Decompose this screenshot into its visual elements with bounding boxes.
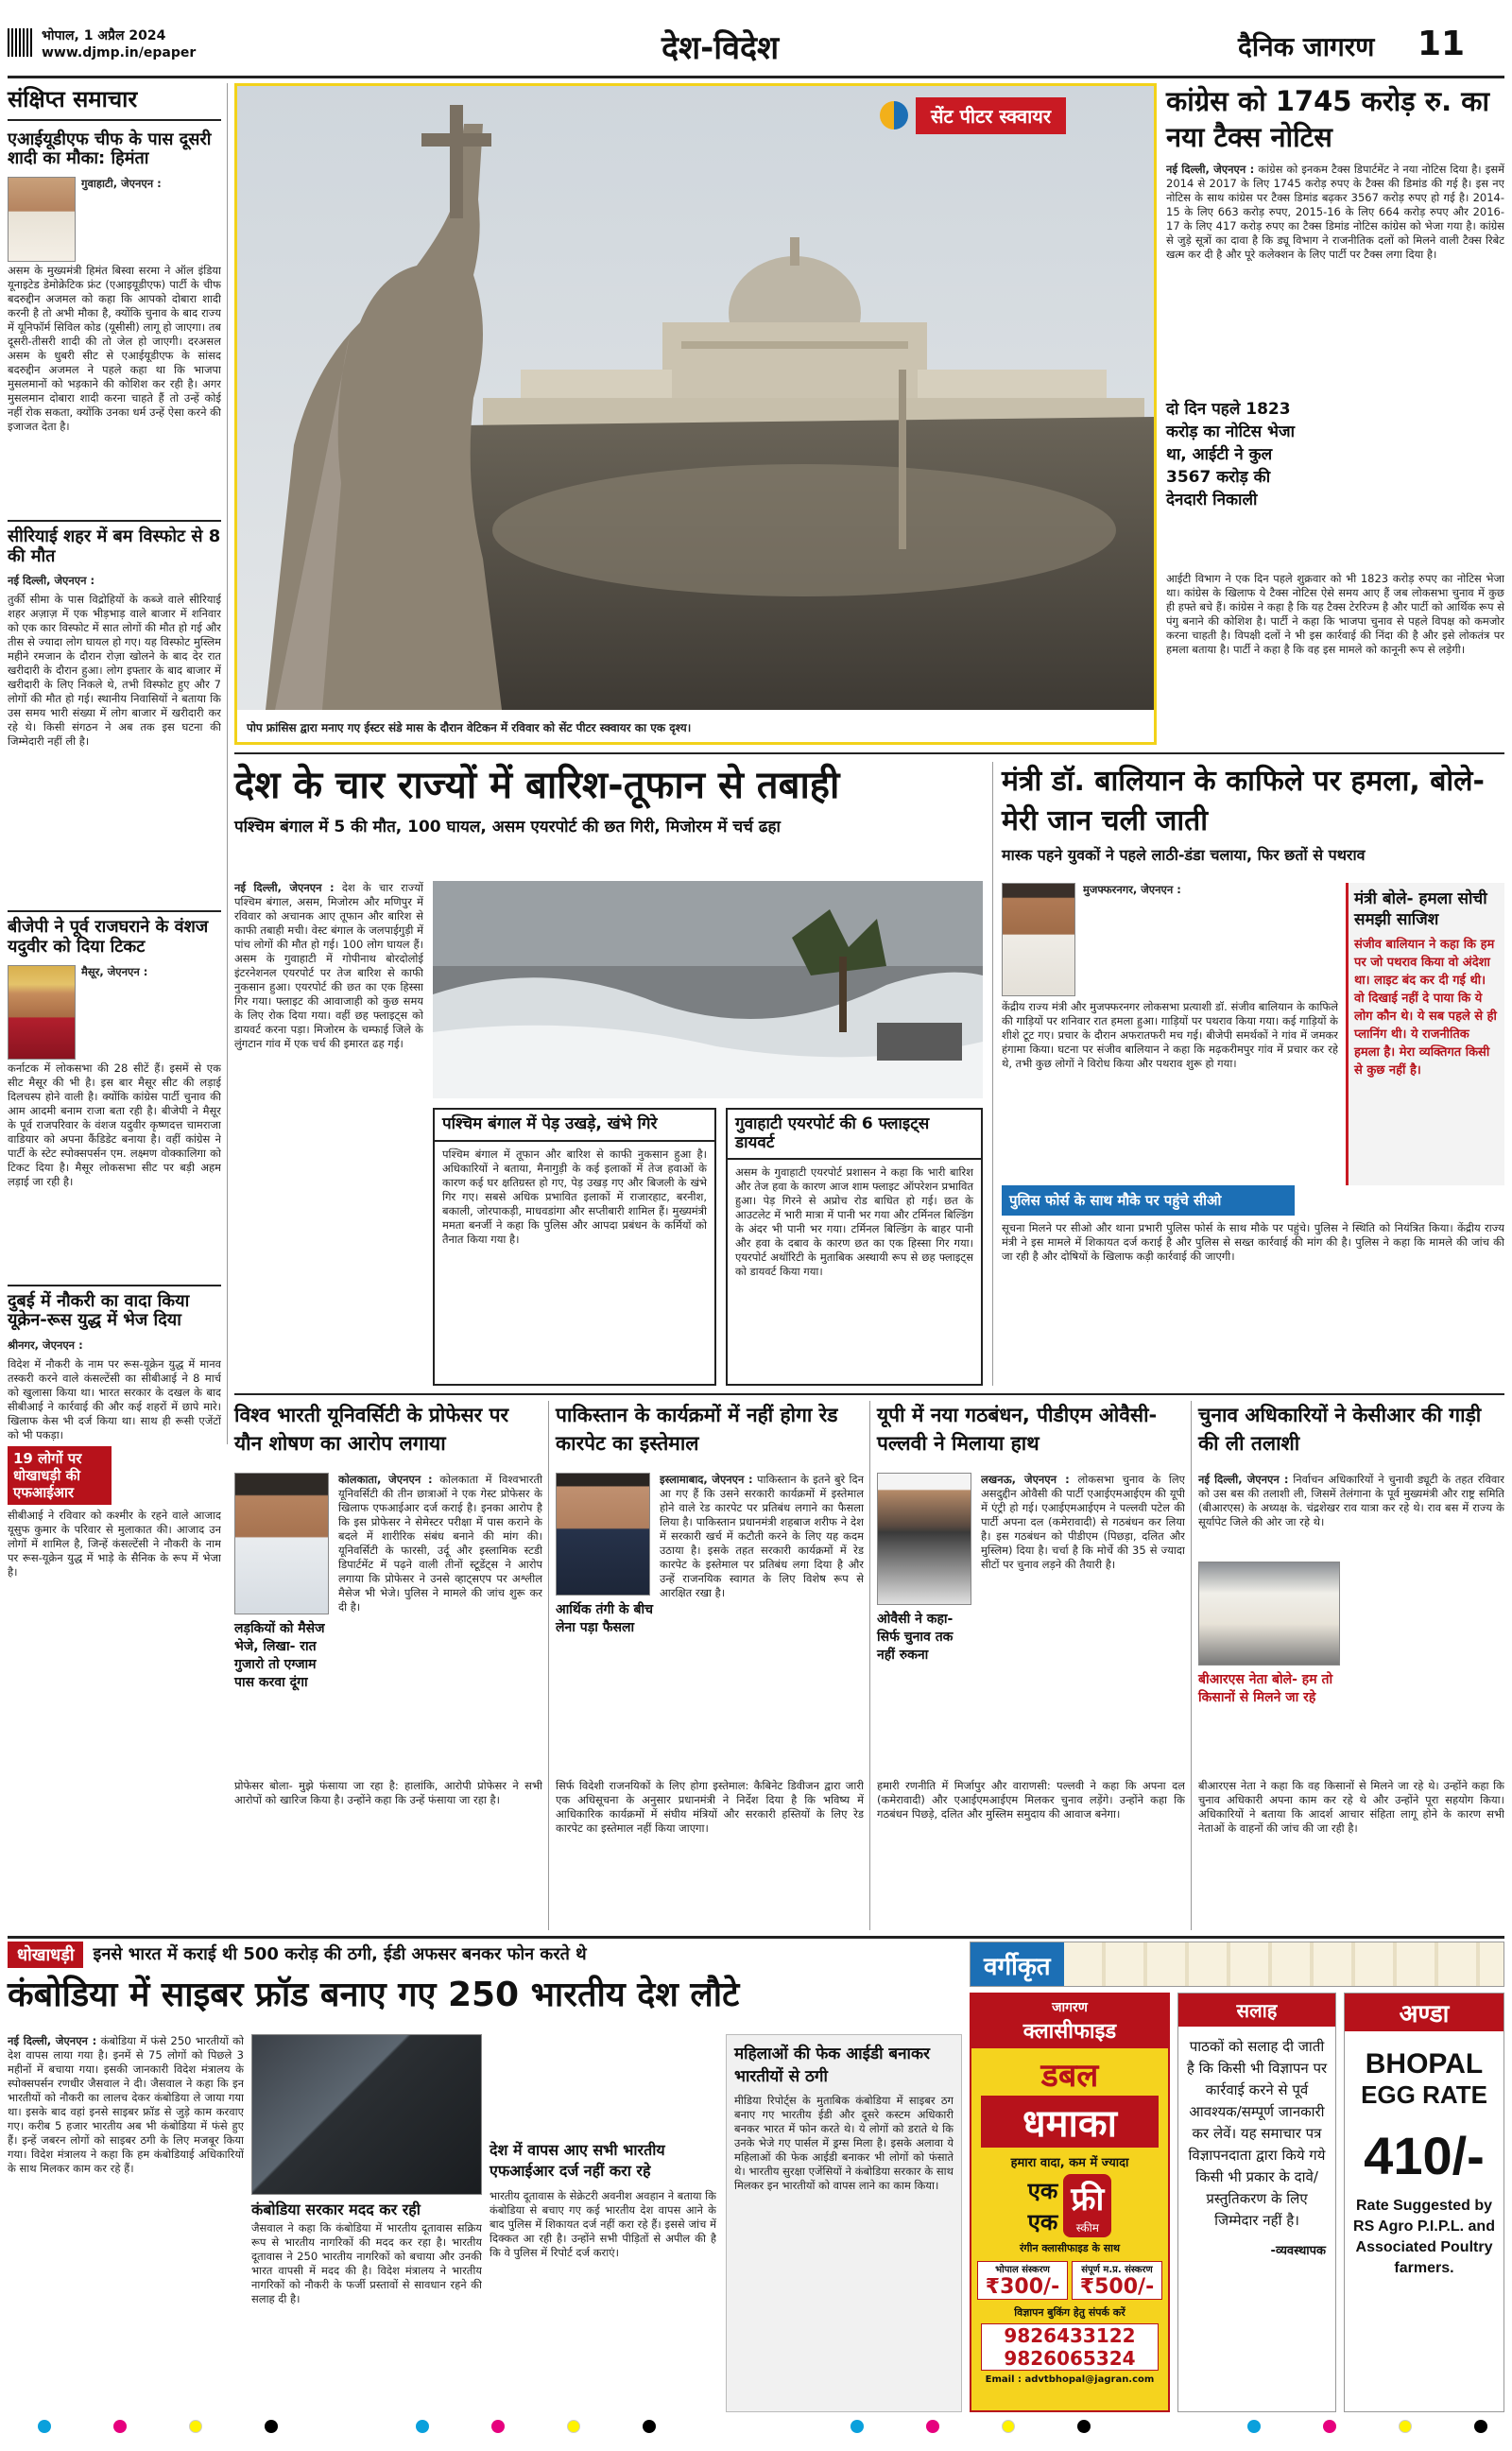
egg-city: BHOPAL: [1365, 2048, 1484, 2080]
row2-story-2: [556, 1401, 864, 1930]
cambodia-box-title: महिलाओं की फेक आईडी बनाकर भारतीयों से ठगी: [734, 2045, 930, 2086]
section-title: देश-विदेश: [662, 29, 780, 67]
st-peters-photo: [237, 86, 1154, 710]
ad-offer-2: धमाका: [981, 2096, 1159, 2148]
kcr-photo-caption: बीआरएस नेता बोले- हम तो किसानों से मिलने जा रहे: [1198, 1672, 1333, 1705]
row2-dateline: इस्लामाबाद, जेएनएन :: [660, 1473, 753, 1486]
ad-price-2: ₹500/-: [1079, 2275, 1155, 2299]
professor-photo-caption: लड़कियों को मैसेज भेजे, लिखा- रात गुजारो तो एग्जाम पास करवा दूंगा: [234, 1621, 325, 1690]
cambodia-subheadline: देश में वापस आए सभी भारतीय एफआईआर दर्ज नहीं करा रहे: [490, 2141, 665, 2180]
storm-dateline: नई दिल्ली, जेएनएन :: [234, 881, 335, 894]
ad-price-label-2: संपूर्ण म.प्र. संस्करण: [1081, 2265, 1153, 2275]
brief-dateline: श्रीनगर, जेएनएन :: [8, 1338, 83, 1353]
section-rule: [234, 1393, 1504, 1395]
advice-body: पाठकों को सलाह दी जाती है कि किसी भी विज्ञापन पर कार्रवाई करने से पूर्व आवश्यक/सम्पूर्ण जानकारी कर लेवें। यह समाचार पत्र विज्ञापनदाता द्वारा किये गये किसी भी प्रकार के दावे/प्रस्तुतिकरण के लिए जिम्मेदार नहीं है।: [1186, 2038, 1328, 2229]
photo-caption: पोप फ्रांसिस द्वारा मनाए गए ईस्टर संडे मास के दौरान वेटिकन में रविवार को सेंट पीटर स्क्वायर का एक दृश्य।: [247, 721, 692, 734]
congress-body: कांग्रेस को इनकम टैक्स डिपार्टमेंट ने नया नोटिस दिया है। इसमें 2014 से 2017 के लिए 1745 करोड़ रुपए के टैक्स की डिमांड की गई है। इस नए नोटिस के साथ कांग्रेस पर टैक्स डिमांड बढ़कर 3567 करोड़ रुपए हो गई है। 2014-15 के लिए 663 करोड़ रुपए, 2015-16 के लिए 664 करोड़ रुपए और 2016-17 के लिए 417 करोड़ रुपए का टैक्स डिमांड नोटिस कांग्रेस को भेजा गया है। कांग्रेस से जुड़े सूत्रों का दावा है कि ड्यू विभाग ने राजनीतिक दलों को मिलने वाली टैक्स रिबेट खत्म कर दी है और पूरे कलेक्शन के लिए पार्टी पर टैक्स लगा दिया है।: [1166, 163, 1504, 261]
row2-body: निर्वाचन अधिकारियों ने चुनावी ड्यूटी के तहत रविवार को उस बस की तलाशी ली, जिसमें तेलंगाना के पूर्व मुख्यमंत्री और राष्ट्र समिति (बीआरएस) के अध्यक्ष के. चंद्रशेखर राव यात्रा कर रहे थे। राव बस में राज्य के सूर्यापेट जिले की ओर जा रहे थे।: [1198, 1473, 1504, 1528]
row2-headline: विश्व भारती यूनिवर्सिटी के प्रोफेसर पर यौन शोषण का आरोप लगाया: [234, 1404, 509, 1455]
cambodia-photo-caption: कंबोडिया सरकार मदद कर रही: [251, 2201, 421, 2218]
owaisi-photo: [877, 1473, 971, 1605]
masthead: [0, 0, 1512, 76]
ad-title: क्लासीफाइड: [1022, 2020, 1117, 2044]
storm-story: [234, 762, 983, 1386]
balyan-box: [1346, 883, 1504, 1185]
barcode-mark: [8, 28, 34, 57]
ad-note: रंगीन क्लासीफाइड के साथ: [1019, 2242, 1121, 2254]
balyan-photo: [1002, 883, 1075, 996]
egg-rate-label: EGG RATE: [1361, 2080, 1487, 2109]
ad-email[interactable]: Email : advtbhopal@jagran.com: [985, 2374, 1155, 2385]
cambodia-body: कंबोडिया में फंसे 250 भारतीयों को देश वापस लाया गया है। इनमें से 75 लोगों को पिछले 3 महीनों में बचाया गया। इसकी जानकारी विदेश मंत्रालय के स्पोक्सपर्सन रणधीर जैसवाल ने दी। जैसवाल ने कहा कि इन भारतीयों को नौकरी का लालच देकर कंबोडिया ले जाया गया था। इसके बाद वहां इनसे साइबर फ्रॉड से जुड़े काम करवाए गए। करीब 5 हजार भारतीय अब भी कंबोडिया में फंसे हुए हैं। इन्हें जबरन लोगों को साइबर ठगी के लिए मजबूर किया गया। विदेश मंत्रालय ने कहा कि हम कंबोडियाई अधिकारियों के साथ मिलकर काम कर रहे हैं।: [8, 2034, 244, 2175]
ad-tagline: हमारा वादा, कम में ज्यादा: [1010, 2156, 1129, 2170]
kcr-photo: [1198, 1562, 1340, 1666]
storm-headline: देश के चार राज्यों में बारिश-तूफान से तबाही: [234, 764, 840, 807]
professor-photo: [234, 1473, 329, 1614]
brief-news-title: संक्षिप्त समाचार: [8, 83, 221, 121]
column-divider: [548, 1401, 549, 1930]
balyan-headline: मंत्री डॉ. बालियान के काफिले पर हमला, बोले- मेरी जान चली जाती: [1002, 765, 1485, 837]
sharif-photo-caption: आर्थिक तंगी के बीच लेना पड़ा फैसला: [556, 1602, 654, 1635]
ad-phone-1[interactable]: 9826433122: [1004, 2324, 1136, 2347]
guwahati-box-title: गुवाहाटी एयरपोर्ट की 6 फ्लाइट्स डायवर्ट: [728, 1110, 981, 1160]
cambodia-box-body: मीडिया रिपोर्ट्स के मुताबिक कंबोडिया में साइबर ठग बनाए गए भारतीय ईडी और दूसरे कस्टम अधिकारी बनकर भारत में फोन करते थे। ये लोगों को डराते थे कि उनके भेजे गए पार्सल में ड्रग्स मिला है। इसके अलावा ये महिलाओं की फेक आईडी बनाकर भी लोगों को फंसाते थे। भारतीय सुरक्षा एजेंसियों ने कंबोडिया सरकार के साथ मिलकर इन भारतीयों को वापस लाने का काम किया।: [734, 2094, 954, 2192]
classifieds-header: [970, 1942, 1504, 1987]
section-rule: [8, 1936, 1504, 1939]
row2-dateline: नई दिल्ली, जेएनएन :: [1198, 1473, 1289, 1486]
label-dot-icon: [880, 101, 908, 129]
ad-offer-1: डबल: [1040, 2057, 1099, 2095]
congress-body-continued: आईटी विभाग ने एक दिन पहले शुक्रवार को भी 1823 करोड़ रुपए का नोटिस भेजा था। कांग्रेस के खिलाफ ये टैक्स नोटिस ऐसे समय आए हैं जब लोकसभा चुनाव में कुछ ही हफ्ते बचे हैं। कांग्रेस ने कहा है कि यह टैक्स टेररिज्म है और पार्टी को आर्थिक रूप से पंगु बनाने की कोशिश है। पार्टी ने कहा कि भाजपा चुनाव से पहले विपक्ष को कमजोर करना चाहती है। विपक्षी दलों ने भी इस कार्रवाई की निंदा की है और इसे लोकतंत्र पर हमला बताया है। पार्टी ने कहा है कि वह इस मामले को कानूनी रूप से लड़ेगी।: [1166, 572, 1504, 656]
row2-body: कोलकाता में विश्वभारती यूनिवर्सिटी की तीन छात्राओं ने एक गेस्ट प्रोफेसर के खिलाफ एफआईआर दर्ज कराई है। इनका आरोप है कि इस प्रोफेसर ने सेमेस्टर परीक्षा में पास कराने के बदले में शारीरिक संबंध बनाने की मांग की। यूनिवर्सिटी के फारसी, उर्दू और इस्लामिक स्टडी डिपार्टमेंट में पढ़ने वाली तीनों स्टूडेंट्स ने आरोप लगाया कि प्रोफेसर ने उनसे व्हाट्सएप पर अश्लील मैसेज भी भेजे। पुलिस ने मामले की जांच शुरू कर दी है।: [338, 1473, 542, 1614]
row2-headline: पाकिस्तान के कार्यक्रमों में नहीं होगा रेड कारपेट का इस्तेमाल: [556, 1404, 838, 1455]
himanta-photo: [8, 177, 76, 262]
photo-label-badge: [880, 97, 1066, 133]
congress-story: [1166, 83, 1504, 745]
kicker-line: इनसे भारत में कराई थी 500 करोड़ की ठगी, ईडी अफसर बनकर फोन करते थे: [93, 1943, 587, 1964]
row2-body-continued: प्रोफेसर बोला- मुझे फंसाया जा रहा है: हालांकि, आरोपी प्रोफेसर ने सभी आरोपों को खारिज किया है। उन्होंने कहा कि उन्हें फंसाया जा रहा है।: [234, 1779, 542, 1806]
brief-item-body: कर्नाटक में लोकसभा की 28 सीटें हैं। इसमें से एक सीट मैसूर की भी है। इस बार मैसूर सीट की लड़ाई दिलचस्प होने वाली है। क्योंकि कांग्रेस पार्टी चुनाव की आम आदमी बनाम राजा बता रही है। बीजेपी ने मैसूर के पूर्व राजपरिवार के वंशज यदुवीर कृष्णदत्त चामराजा वाडियार को अपना कैंडिडेट बनाया है। वहीं कांग्रेस ने पार्टी के स्टेट स्पोक्सपर्सन एम. लक्ष्मण वोक्कालिगा को टिकट दिया है। मैसूर लोकसभा सीट पर बड़ी अहम लड़ाई जा रही है।: [8, 1061, 221, 1188]
brief-item-body: सीबीआई ने रविवार को कश्मीर के रहने वाले आजाद यूसुफ कुमार के परिवार से मुलाकात की। आजाद उन लोगों में शामिल है, जिन्हें कंसल्टेंसी ने नौकरी के नाम पर रूस-यूक्रेन युद्ध में भाड़े के सैनिक के रूप में भेजा है।: [8, 1509, 221, 1579]
storm-subheadline: पश्चिम बंगाल में 5 की मौत, 100 घायल, असम एयरपोर्ट की छत गिरी, मिजोरम में चर्च ढहा: [234, 818, 781, 837]
cambodia-body-continued: जैसवाल ने कहा कि कंबोडिया में भारतीय दूतावास सक्रिय रूप से भारतीय नागरिकों की मदद कर रहा है। भारतीय दूतावास ने 250 भारतीय नागरिकों को बचाया और उनकी भारत वापसी में मदद की है। विदेश मंत्रालय ने भारतीय नागरिकों को नौकरी के फर्जी प्रस्तावों से सावधान रहने की सलाह दी है।: [251, 2221, 482, 2305]
balyan-box-title: मंत्री बोले- हमला सोची समझी साजिश: [1354, 889, 1487, 929]
storm-photo: [433, 881, 983, 1098]
police-body: सूचना मिलने पर सीओ और थाना प्रभारी पुलिस फोर्स के साथ मौके पर पहुंचे। पुलिस ने स्थिति को नियंत्रित किया। केंद्रीय राज्य मंत्री ने इस मामले में शिकायत दर्ज कराई है और पुलिस से सख्त कार्रवाई की मांग की है। पुलिस ने कहा कि मामले की जांच की जा रही है और दोषियों के खिलाफ कड़ी कार्रवाई की जाएगी।: [1002, 1221, 1504, 1263]
row2-headline: चुनाव अधिकारियों ने केसीआर की गाड़ी की ली तलाशी: [1198, 1404, 1482, 1455]
egg-rate-value: 410/-: [1364, 2126, 1485, 2185]
ad-contact: विज्ञापन बुकिंग हेतु संपर्क करें: [1014, 2306, 1125, 2319]
ad-price-label-1: भोपाल संस्करण: [995, 2265, 1050, 2275]
brief-news-column: [8, 83, 221, 1579]
balyan-box-body: संजीव बालियान ने कहा कि हम पर जो पथराव किया वो अंदेशा था। लाइट बंद कर दी गई थी। वो दिखाई नहीं दे पाया कि ये लोग कौन थे। ये सब पहले से ही प्लानिंग थी। ये राजनीतिक हमला है। मेरा व्यक्तिगत किसी से कुछ नहीं है।: [1354, 938, 1497, 1078]
congress-pullquote: दो दिन पहले 1823 करोड़ का नोटिस भेजा था, आईटी ने कुल 3567 करोड़ की देनदारी निकाली: [1166, 400, 1295, 509]
balyan-dateline: मुजफ्फरनगर, जेएनएन :: [1083, 883, 1181, 896]
brief-item-body: असम के मुख्यमंत्री हिमंत बिस्वा सरमा ने ऑल इंडिया यूनाइटेड डेमोक्रेटिक फ्रंट (एआइयूडीएफ) पार्टी के चीफ बदरुद्दीन अजमल को कहा कि आपको दोबारा शादी करनी है तो अभी मौका है, क्योंकि चुनाव के बाद राज्य में यूनिफॉर्म सिविल कोड (यूसीसी) लागू हो जाएगा। तब दूसरी-तीसरी शादी की तो जेल हो जाएगी। दरअसल असम के धुबरी सीट से एआईयूडीएफ के सांसद बदरुद्दीन अजमल ने पहले कहा था कि भाजपा मुसलमानों को भड़काने की कोशिश कर रही है। अगर मुसलमान दोबारा शादी करना चाहते हैं तो उन्हें कोई नहीं रोक सकता, क्योंकि उनका धर्म उन्हें ऐसा करने की इजाजत देता है।: [8, 263, 221, 433]
ad-brand: जागरण: [1052, 2000, 1088, 2015]
column-divider: [992, 762, 993, 1386]
ad-phone-2[interactable]: 9826065324: [1004, 2347, 1136, 2370]
kicker-tag: धोखाधड़ी: [8, 1942, 83, 1968]
brief-dateline: नई दिल्ली, जेएनएन :: [8, 574, 95, 588]
brief-item-body: तुर्की सीमा के पास विद्रोहियों के कब्जे वाले सीरियाई शहर अज़ाज़ में एक भीड़भाड़ वाले बाजार में शनिवार को एक कार विस्फोट में सात लोगों की मौत हो गई और तीस से ज्यादा लोग घायल हो गए। यह विस्फोट मुस्लिम महीने रमजान के दौरान रोज़ा खोलने के बाद देर रात खरीदारी के दौरान हुआ। लोग इफ्तार के बाद बाजार में खरीदारी के लिए निकले थे, तभी विस्फोट हुए और 7 लोगों की मौत हो गई। स्थानीय निवासियों ने बताया कि उस समय भारी संख्या में लोग बाजार में खरीदारी कर रहे थे। किसी संगठन ने अब तक इस घटना की जिम्मेदारी नहीं ली है।: [8, 593, 221, 749]
ad-ek-2: एक: [1027, 2208, 1058, 2235]
ad-price-1: ₹300/-: [985, 2275, 1060, 2299]
classifieds-title: वर्गीकृत: [971, 1942, 1064, 1986]
cambodia-box: [726, 2034, 962, 2412]
masthead-date: भोपाल, 1 अप्रैल 2024: [42, 28, 166, 43]
classifieds-icon-strip: [1064, 1942, 1503, 1986]
paper-name: दैनिक जागरण: [1238, 31, 1375, 62]
cambodia-headline: कंबोडिया में साइबर फ्रॉड बनाए गए 250 भारतीय देश लौटे: [8, 1976, 740, 2014]
row2-story-4: [1198, 1401, 1504, 1930]
row2-body-continued: हमारी रणनीति में मिर्जापुर और वाराणसी: पल्लवी ने कहा कि अपना दल (कमेरावादी) और एआईएमआईएम मिलकर चुनाव लड़ेंगे। उन्होंने कहा कि गठबंधन पिछड़े, दलित और मुस्लिम समुदाय की आवाज बनेगा।: [877, 1779, 1185, 1821]
congress-dateline: नई दिल्ली, जेएनएन :: [1166, 163, 1255, 176]
ad-ek-1: एक: [1027, 2177, 1058, 2204]
section-rule: [234, 752, 1504, 754]
bengal-box-body: पश्चिम बंगाल में तूफान और बारिश से काफी नुकसान हुआ है। अधिकारियों ने बताया, मैनागुड़ी के कई इलाकों में तेज हवाओं के कारण कई घर क्षतिग्रस्त हो गए, पेड़ उखड़ गए और बिजली के खंभे गिर गए। सबसे अधिक प्रभावित इलाकों में राजारहाट, बरनीश, बकाली, जोरपाकड़ी, माधवडांगा और सप्तीबारी शामिल हैं। मुख्यमंत्री ममता बनर्जी ने कहा कि पुलिस और आपदा प्रबंधन के कर्मियों को तैनात किया गया है।: [442, 1147, 707, 1246]
row2-body: पाकिस्तान के इतने बुरे दिन आ गए हैं कि उसने सरकारी कार्यक्रमों में इस्तेमाल होने वाले रेड कारपेट पर प्रतिबंध लगाने का फैसला लिया है। पाकिस्तान प्रधानमंत्री शहबाज शरीफ ने देश में सरकारी खर्च में कटौती करने के लिए यह कदम उठाया है। इसके तहत सरकारी कार्यक्रमों में रेड कारपेट के इस्तेमाल पर प्रतिबंध लगा दिया है और उन्हें राजनयिक स्वागत के लिए विशेष रूप से आरक्षित रखा है।: [660, 1473, 864, 1599]
balyan-story: [1002, 762, 1504, 1386]
bengal-box: [433, 1108, 716, 1386]
egg-rate-box: [1344, 1993, 1504, 2412]
brief-item-headline: दुबई में नौकरी का वादा किया यूक्रेन-रूस युद्ध में भेज दिया: [8, 1290, 190, 1331]
congress-headline: कांग्रेस को 1745 करोड़ रु. का नया टैक्स नोटिस: [1166, 85, 1490, 153]
advice-box: [1177, 1993, 1336, 2412]
cambodia-story: [8, 1942, 962, 2414]
column-divider: [1191, 1401, 1192, 1930]
brief-item-body: विदेश में नौकरी के नाम पर रूस-यूक्रेन युद्ध में मानव तस्करी करने वाले कंसल्टेंसी का सीबीआई ने 8 मार्च को खुलासा किया था। भारत सरकार के दखल के बाद सीबीआई ने कार्रवाई की और कई शहरों में छापे मारे। खिलाफ केस भी दर्ज किया था। साथ ही रूसी एजेंटों को भी पकड़ा।: [8, 1357, 221, 1442]
guwahati-box-body: असम के गुवाहाटी एयरपोर्ट प्रशासन ने कहा कि भारी बारिश और तेज हवा के कारण आज शाम फ्लाइट ऑपरेशन प्रभावित हुआ। पेड़ गिरने से अप्रोच रोड बाधित हो गई। छत के आउटलेट में भारी मात्रा में पानी भर गया और टर्मिनल बिल्डिंग के अंदर भी पानी भर गया। टर्मिनल बिल्डिंग के बाहर पानी और हवा के दबाव के कारण छत का एक हिस्सा गिर गया। एयरपोर्ट अथॉरिटी के मुताबिक अस्थायी रूप से छह फ्लाइट्स को डायवर्ट किया गया।: [735, 1165, 973, 1279]
row2-body-continued: सिर्फ विदेशी राजनयिकों के लिए होगा इस्तेमाल: कैबिनेट डिवीजन द्वारा जारी एक अधिसूचना के अनुसार प्रधानमंत्री ने निर्देश दिया है कि भविष्य में आधिकारिक कार्यक्रमों में संघीय मंत्रियों और सरकारी हस्तियों के लिए रेड कारपेट का इस्तेमाल नहीं किया जाएगा।: [556, 1779, 864, 1835]
balyan-subheadline: मास्क पहने युवकों ने पहले लाठी-डंडा चलाया, फिर छतों से पथराव: [1002, 846, 1366, 864]
ad-scheme: स्कीम: [1075, 2221, 1099, 2235]
ad-free: फ्री: [1071, 2181, 1105, 2218]
cambodia-photo: [251, 2034, 482, 2195]
masthead-website[interactable]: www.djmp.in/epaper: [42, 45, 197, 60]
brief-item-headline: बीजेपी ने पूर्व राजघराने के वंशज यदुवीर को दिया टिकट: [8, 917, 209, 958]
st-peters-photo-frame: [234, 83, 1157, 745]
brief-item-headline: एआईयूडीएफ चीफ के पास दूसरी शादी का मौका: हिमंता: [8, 129, 212, 169]
advice-title: सलाह: [1178, 1994, 1335, 2027]
photo-label: सेंट पीटर स्क्वायर: [916, 97, 1066, 134]
column-divider: [869, 1401, 870, 1930]
police-banner: पुलिस फोर्स के साथ मौके पर पहुंचे सीओ: [1002, 1185, 1295, 1216]
cambodia-dateline: नई दिल्ली, जेएनएन :: [8, 2034, 97, 2047]
row2-body-continued: बीआरएस नेता ने कहा कि वह किसानों से मिलने जा रहे थे। उन्होंने कहा कि चुनाव अधिकारी अपना काम कर रहे थे और उन्होंने पूरा सहयोग किया। अधिकारियों ने बताया कि आदर्श आचार संहिता लागू होने के कारण सभी नेताओं के वाहनों की जांच की जा रही है।: [1198, 1779, 1504, 1835]
cambodia-body-3: भारतीय दूतावास के सेक्रेटरी अवनीश अवहान ने बताया कि कंबोडिया से बचाए गए कई भारतीय देश वापस आने के बाद पुलिस में शिकायत दर्ज नहीं करा रहे हैं। इससे जांच में दिक्कत आ रही है। उन्होंने सभी पीड़ितों से अपील की है कि वे पुलिस में रिपोर्ट दर्ज कराएं।: [490, 2189, 716, 2259]
brief-item-headline: सीरियाई शहर में बम विस्फोट से 8 की मौत: [8, 526, 221, 566]
classified-ad: [970, 1993, 1170, 2412]
row2-story-3: [877, 1401, 1185, 1930]
masthead-rule: [8, 76, 1504, 78]
brief-dateline: गुवाहाटी, जेएनएन :: [81, 176, 162, 190]
egg-title: अण्डा: [1345, 1994, 1503, 2031]
row2-dateline: लखनऊ, जेएनएन :: [981, 1473, 1070, 1486]
page-number: 11: [1418, 25, 1466, 63]
row2-story-1: [234, 1401, 542, 1930]
yaduveer-photo: [8, 965, 76, 1060]
row2-headline: यूपी में नया गठबंधन, पीडीएम ओवैसी-पल्लवी ने मिलाया हाथ: [877, 1404, 1158, 1455]
st-peters-illustration: [237, 86, 1154, 710]
brief-dateline: मैसूर, जेएनएन :: [81, 964, 148, 978]
fir-callout: 19 लोगों पर धोखाधड़ी की एफआईआर: [8, 1446, 112, 1505]
balyan-body: केंद्रीय राज्य मंत्री और मुजफ्फरनगर लोकसभा प्रत्याशी डॉ. संजीव बालियान के काफिले की गाड़ियों पर शनिवार रात हमला हुआ। गाड़ियों पर पथराव किया गया। कई गाड़ियों के शीशे टूट गए। प्रचार के दौरान अफरातफरी मच गई। बीजेपी समर्थकों ने गांव में जमकर हंगामा किया। घटना पर संजीव बालियान ने कहा कि मढ़करीमपुर गांव में प्रचार कर रहे थे, तभी कुछ लोगों ने विरोध किया और पथराव शुरू हो गया।: [1002, 1000, 1338, 1070]
egg-note: Rate Suggested by RS Agro P.I.P.L. and Associated Poultry farmers.: [1353, 2198, 1495, 2276]
storm-body: देश के चार राज्यों पश्चिम बंगाल, असम, मिजोरम और मणिपुर में रविवार को अचानक आए तूफान और बारिश से काफी तबाही मची। वेस्ट बंगाल के जलपाईगुड़ी में पांच लोगों की मौत हो गई। 100 लोग घायल हैं। असम के गुवाहाटी में गोपीनाथ बोरदोलोई इंटरनेशनल एयरपोर्ट पर तेज बारिश से काफी नुकसान हुआ। एयरपोर्ट की छत का एक हिस्सा गिर गया। फ्लाइट की आवाजाही को कुछ समय के लिए रोक दिया गया। वहीं छह फ्लाइट्स को डायवर्ट करना पड़ा। मिजोरम के चम्फाई जिले के लुंगटान गांव में एक चर्च की इमारत ढह गई।: [234, 881, 423, 1050]
guwahati-box: [726, 1108, 983, 1386]
row2-body: लोकसभा चुनाव के लिए असदुद्दीन ओवैसी की पार्टी एआईएमआईएम की यूपी में एंट्री हो गई। एआईएमआईएम ने पल्लवी पटेल की पार्टी अपना दल (कमेरावादी) से गठबंधन कर लिया है। इस गठबंधन को पीडीएम (पिछड़ा, दलित और मुस्लिम) दिया है। चर्चा है कि मोर्चे की 35 से ज्यादा सीटों पर चुनाव लड़ने की तैयारी है।: [981, 1473, 1185, 1571]
storm-illustration: [433, 881, 983, 1098]
bengal-box-title: पश्चिम बंगाल में पेड़ उखड़े, खंभे गिरे: [435, 1110, 714, 1142]
owaisi-photo-caption: ओवैसी ने कहा- सिर्फ चुनाव तक नहीं रुकना: [877, 1612, 954, 1663]
advice-sign: -व्यवस्थापक: [1270, 2244, 1326, 2258]
column-divider: [227, 83, 228, 1444]
sharif-photo: [556, 1473, 650, 1596]
row2-dateline: कोलकाता, जेएनएन :: [338, 1473, 433, 1486]
